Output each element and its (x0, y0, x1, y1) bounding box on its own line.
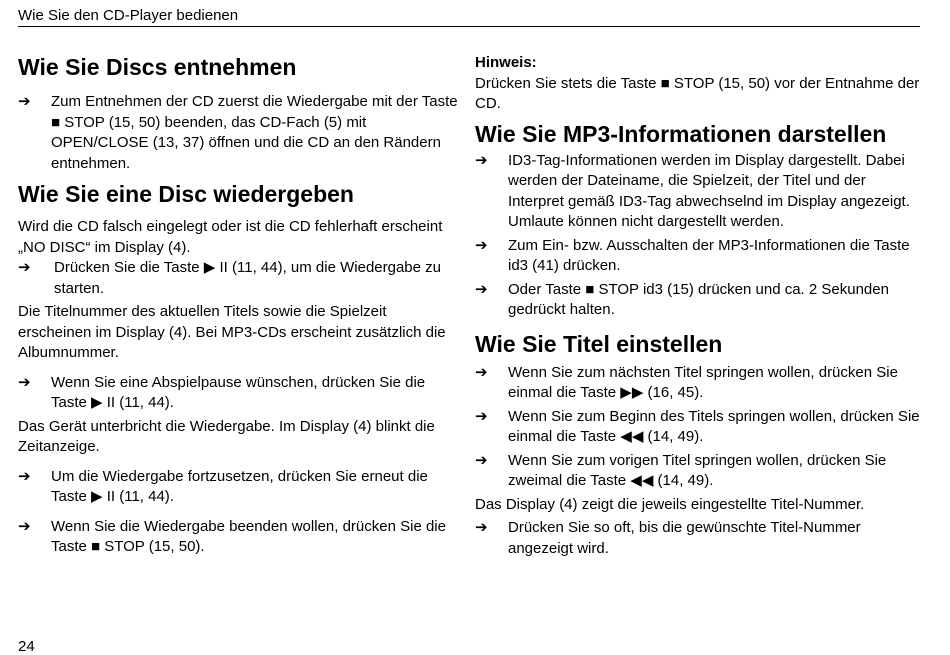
bullet-text: Wenn Sie die Wiedergabe beenden wollen, drücken Sie die Taste ■ STOP (15, 50). (51, 517, 446, 555)
bullet-item (475, 363, 925, 404)
bullet-text: Drücken Sie die Taste ▶ II (11, 44), um die Wiedergabe zu starten. (54, 259, 442, 297)
heading-titel-einstellen: Wie Sie Titel einstellen (475, 330, 723, 357)
heading-mp3-informationen: Wie Sie MP3-Informationen darstellen (475, 120, 887, 147)
heading-discs-entnehmen: Wie Sie Discs entnehmen (18, 54, 297, 80)
bullet-item (18, 517, 458, 558)
bullet-item (475, 451, 925, 492)
bullet-item (475, 518, 925, 559)
bullet-item (475, 151, 925, 233)
paragraph: Das Display (4) zeigt die jeweils eingestellte Titel-Nummer. (475, 495, 865, 513)
page-header: Wie Sie den CD-Player bedienen (18, 7, 239, 24)
paragraph: Wird die CD falsch eingelegt oder ist die CD fehlerhaft erscheint „NO DISC“ im Display (4). (18, 218, 443, 256)
arrow-icon: ➔ (475, 151, 488, 169)
arrow-icon: ➔ (18, 517, 31, 535)
bullet-text: Wenn Sie zum nächsten Titel springen wollen, drücken Sie einmal die Taste ▶▶ (16, 45). (508, 363, 898, 401)
arrow-icon: ➔ (18, 373, 31, 391)
paragraph: Das Gerät unterbricht die Wiedergabe. Im Display (4) blinkt die Zeitanzeige. (18, 417, 435, 455)
bullet-text: Wenn Sie zum vorigen Titel springen wollen, drücken Sie zweimal die Taste ◀◀ (14, 49). (508, 451, 887, 489)
arrow-icon: ➔ (475, 280, 488, 298)
right-column (475, 50, 925, 559)
bullet-text: Wenn Sie zum Beginn des Titels springen wollen, drücken Sie einmal die Taste ◀◀ (14, 49). (508, 407, 920, 445)
left-column (18, 50, 458, 558)
heading-disc-wiedergeben: Wie Sie eine Disc wiedergeben (18, 181, 354, 207)
arrow-icon: ➔ (475, 451, 488, 469)
bullet-item (475, 236, 925, 277)
arrow-icon: ➔ (475, 236, 488, 254)
arrow-icon: ➔ (18, 467, 31, 485)
note-label: Hinweis: (475, 54, 537, 71)
bullet-text: Zum Ein- bzw. Ausschalten der MP3-Informationen die Taste id3 (41) drücken. (508, 236, 910, 274)
bullet-text: ID3-Tag-Informationen werden im Display dargestellt. Dabei werden der Dateiname, die Spielzeit, der Titel und der Interpret gemäß ID3-Tag abwechselnd im Display angezeigt. Umlaute können nicht dargestellt werden. (508, 151, 910, 230)
bullet-text: Zum Entnehmen der CD zuerst die Wiedergabe mit der Taste ■ STOP (15, 50) beenden, das CD-Fach (5) mit OPEN/CLOSE (13, 37) öffnen und die CD an den Rändern entnehmen. (51, 93, 458, 172)
bullet-item (475, 407, 925, 448)
arrow-icon: ➔ (475, 363, 488, 381)
bullet-item (18, 467, 458, 508)
page-number: 24 (18, 638, 35, 655)
bullet-item (18, 373, 458, 414)
bullet-text: Drücken Sie so oft, bis die gewünschte Titel-Nummer angezeigt wird. (508, 519, 861, 557)
arrow-icon: ➔ (18, 259, 31, 276)
bullet-item (18, 258, 458, 299)
arrow-icon: ➔ (475, 519, 488, 536)
arrow-icon: ➔ (18, 93, 31, 110)
bullet-text: Oder Taste ■ STOP id3 (15) drücken und ca. 2 Sekunden gedrückt halten. (508, 280, 889, 318)
bullet-text: Um die Wiedergabe fortzusetzen, drücken Sie erneut die Taste ▶ II (11, 44). (51, 467, 428, 505)
bullet-item (18, 92, 458, 174)
header-rule (18, 26, 920, 27)
note-text: Drücken Sie stets die Taste ■ STOP (15, 50) vor der Entnahme der CD. (475, 74, 920, 112)
bullet-text: Wenn Sie eine Abspielpause wünschen, drücken Sie die Taste ▶ II (11, 44). (51, 373, 426, 411)
paragraph: Die Titelnummer des aktuellen Titels sowie die Spielzeit erscheinen im Display (4). Bei MP3-CDs erscheint zusätzlich die Albumnummer. (18, 303, 446, 361)
arrow-icon: ➔ (475, 407, 488, 425)
bullet-item (475, 280, 925, 321)
